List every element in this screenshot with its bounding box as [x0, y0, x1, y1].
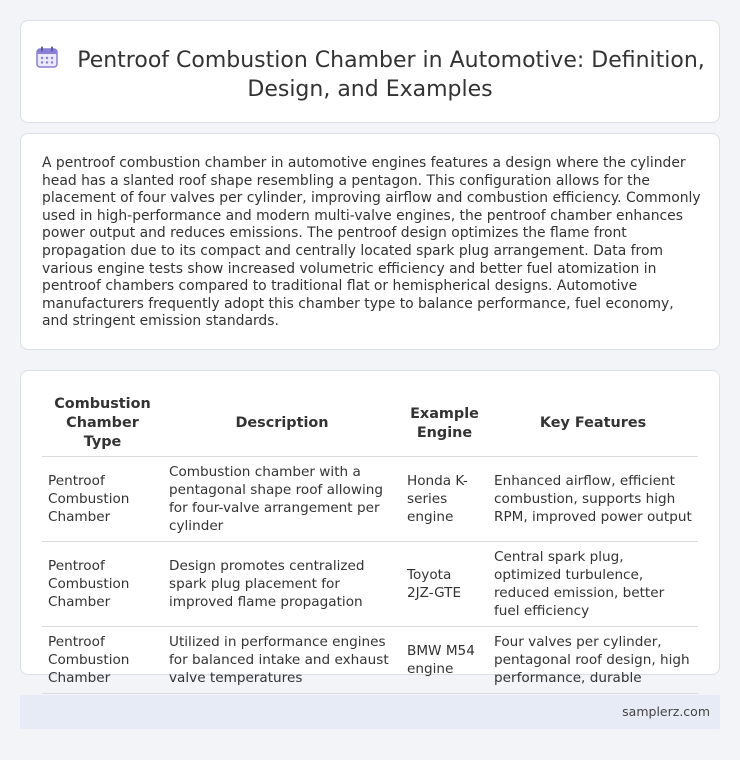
footer-site-link[interactable]: samplerz.com — [622, 704, 710, 719]
cell-description: Combustion chamber with a pentagonal shape roof allowing for four-valve arrangement per cylinder — [163, 457, 401, 542]
table-card — [20, 370, 720, 686]
calendar-icon — [35, 45, 59, 69]
description-card — [20, 133, 720, 350]
footer-bar — [20, 695, 720, 729]
table-header-row — [42, 391, 698, 457]
comparison-table — [42, 391, 698, 694]
page-title: Pentroof Combustion Chamber in Automotive: Definition, Design, and Examples — [77, 48, 705, 102]
header-chamber-type: Combustion Chamber Type — [42, 391, 163, 457]
cell-key-features: Four valves per cylinder, pentagonal roof design, high performance, durable — [488, 627, 698, 694]
cell-example-engine: Honda K-series engine — [401, 457, 488, 542]
description-text: A pentroof combustion chamber in automotive engines features a design where the cylinder head has a slanted roof shape resembling a pentagon. This configuration allows for the placement of four valves per cylinder, improving airflow and combustion efficiency. Commonly used in high-performance and modern multi-valve engines, the pentroof chamber enhances power output and reduces emissions. The pentroof design optimizes the flame front propagation due to its compact and centrally located spark plug arrangement. Data from various engine tests show increased volumetric efficiency and better fuel atomization in pentroof chambers compared to traditional flat or hemispherical designs. Automotive manufacturers frequently adopt this chamber type to balance performance, fuel economy, and stringent emission standards. — [42, 155, 701, 330]
header-example-engine: Example Engine — [401, 391, 488, 457]
title-card — [20, 20, 720, 123]
cell-example-engine: BMW M54 engine — [401, 627, 488, 694]
cell-example-engine: Toyota 2JZ-GTE — [401, 542, 488, 627]
cell-chamber-type: Pentroof Combustion Chamber — [42, 627, 163, 694]
header-key-features: Key Features — [488, 391, 698, 457]
table-row — [42, 627, 698, 694]
cell-description: Utilized in performance engines for balanced intake and exhaust valve temperatures — [163, 627, 401, 694]
header-description: Description — [163, 391, 401, 457]
cell-description: Design promotes centralized spark plug placement for improved flame propagation — [163, 542, 401, 627]
cell-chamber-type: Pentroof Combustion Chamber — [42, 542, 163, 627]
page-title-wrap — [21, 45, 719, 104]
cell-key-features: Enhanced airflow, efficient combustion, supports high RPM, improved power output — [488, 457, 698, 542]
cell-key-features: Central spark plug, optimized turbulence, reduced emission, better fuel efficiency — [488, 542, 698, 627]
table-row — [42, 542, 698, 627]
cell-chamber-type: Pentroof Combustion Chamber — [42, 457, 163, 542]
table-row — [42, 457, 698, 542]
